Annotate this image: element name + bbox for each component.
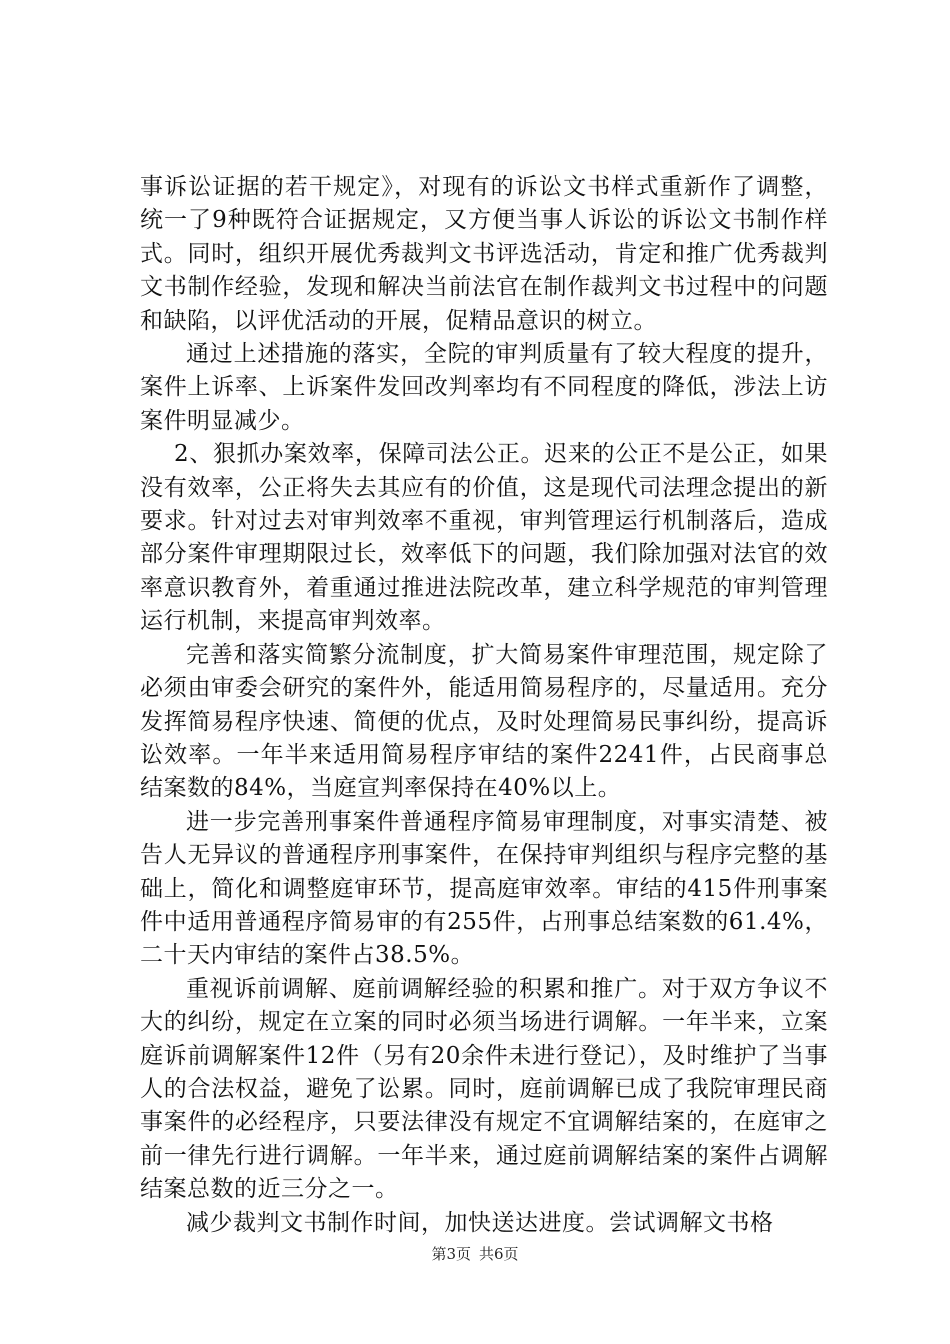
paragraph-continuation: 事诉讼证据的若干规定》，对现有的诉讼文书样式重新作了调整，统一了9种既符合证据规定，又方便当事人诉讼的诉讼文书制作样式。同时，组织开展优秀裁判文书评选活动，肯定和推广优秀裁判文书制作经验，发现和解决当前法官在制作裁判文书过程中的问题和缺陷，以评优活动的开展，促精品意识的树立。	[140, 174, 828, 334]
page-total: 共6页	[479, 1245, 519, 1263]
document-body	[140, 171, 828, 1240]
paragraph-mediation: 重视诉前调解、庭前调解经验的积累和推广。对于双方争议不大的纠纷，规定在立案的同时必须当场进行调解。一年半来，立案庭诉前调解案件12件（另有20余件未进行登记），及时维护了当事人的合法权益，避免了讼累。同时，庭前调解已成了我院审理民商事案件的必经程序，只要法律没有规定不宜调解结案的，在庭审之前一律先行进行调解。一年半来，通过庭前调解结案的案件占调解结案总数的近三分之一。	[140, 975, 828, 1203]
paragraph-efficiency-heading: 2、狠抓办案效率，保障司法公正。迟来的公正不是公正，如果没有效率，公正将失去其应有的价值，这是现代司法理念提出的新要求。针对过去对审判效率不重视，审判管理运行机制落后，造成部分案件审理期限过长，效率低下的问题，我们除加强对法官的效率意识教育外，着重通过推进法院改革，建立科学规范的审判管理运行机制，来提高审判效率。	[140, 441, 828, 635]
page-number: 第3页	[431, 1245, 471, 1263]
paragraph-documents: 减少裁判文书制作时间，加快送达进度。尝试调解文书格	[186, 1209, 774, 1236]
paragraph-quality-summary: 通过上述措施的落实，全院的审判质量有了较大程度的提升，案件上诉率、上诉案件发回改判率均有不同程度的降低，涉法上访案件明显减少。	[140, 341, 828, 434]
page-footer	[0, 1244, 950, 1264]
paragraph-criminal-procedure: 进一步完善刑事案件普通程序简易审理制度，对事实清楚、被告人无异议的普通程序刑事案件，在保持审判组织与程序完整的基础上，简化和调整庭审环节，提高庭审效率。审结的415件刑事案件中适用普通程序简易审的有255件，占刑事总结案数的61.4%，二十天内审结的案件占38.5%。	[140, 808, 828, 969]
paragraph-simple-procedure: 完善和落实简繁分流制度，扩大简易案件审理范围，规定除了必须由审委会研究的案件外，能适用简易程序的，尽量适用。充分发挥简易程序快速、简便的优点，及时处理简易民事纠纷，提高诉讼效率。一年半来适用简易程序审结的案件2241件，占民商事总结案数的84%，当庭宣判率保持在40%以上。	[140, 641, 828, 802]
